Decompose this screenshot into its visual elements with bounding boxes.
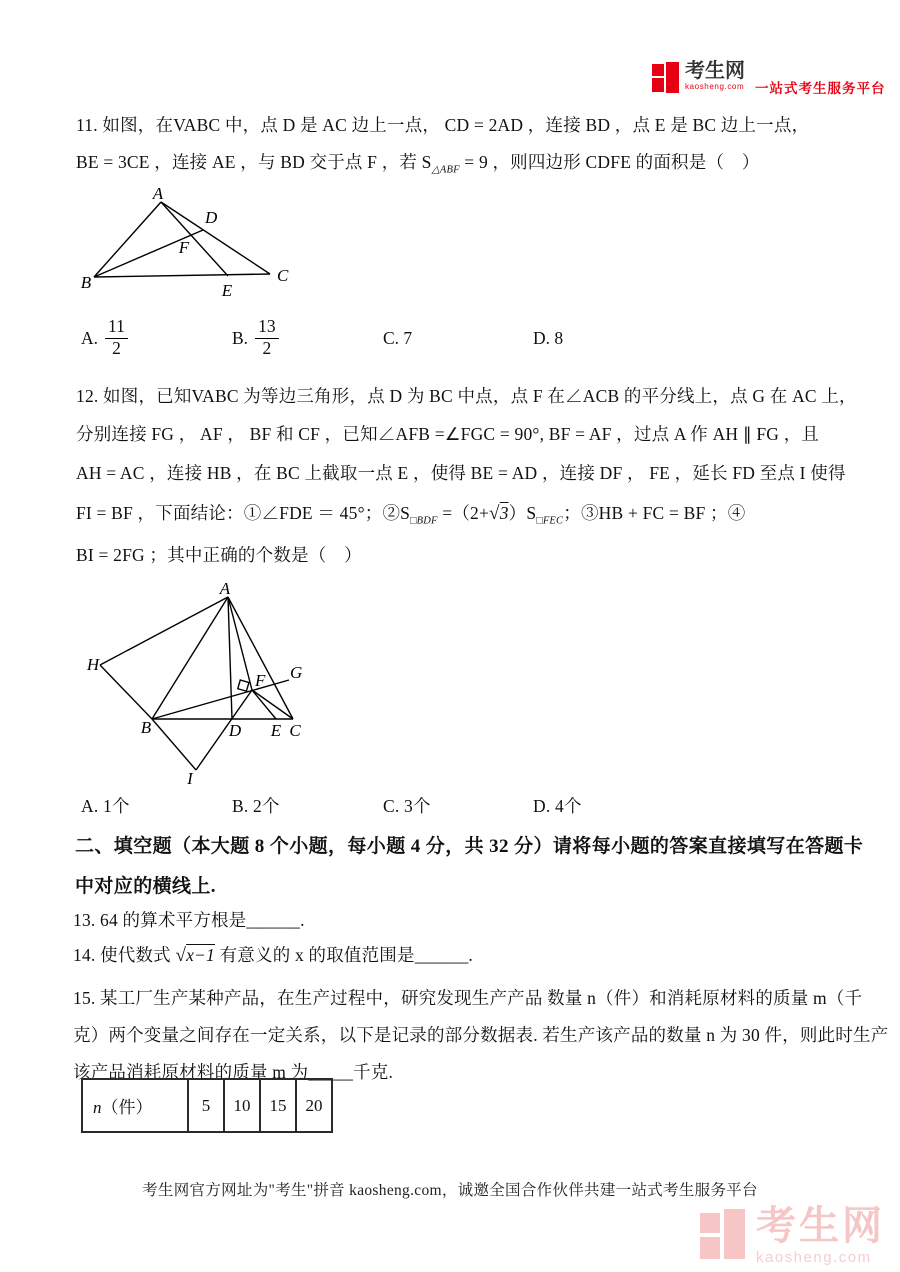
fraction-denominator: 2	[262, 338, 272, 358]
table-cell: 15	[260, 1079, 296, 1132]
q11-option-a-label: A.	[81, 327, 99, 348]
q15-line2: 克）两个变量之间存在一定关系，以下是记录的部分数据表. 若生产该产品的数量 n 为 30 件，则此时生产	[73, 1025, 889, 1045]
q11-line1: 11. 如图，在VABC 中，点 D 是 AC 边上一点， CD = 2AD ，连接 BD ，点 E 是 BC 边上一点，	[76, 115, 810, 135]
q12-option-b: B. 2个	[232, 796, 280, 816]
section2-header-line1: 二、填空题（本大题 8 个小题，每小题 4 分，共 32 分）请将每小题的答案直接填写在答题卡	[75, 836, 864, 857]
q11-option-c	[383, 315, 412, 361]
kaosheng-watermark	[700, 1206, 885, 1266]
page-footer: 考生网官方网址为"考生"拼音 kaosheng.com，诚邀全国合作伙伴共建一站式考生服务平台	[142, 1182, 758, 1199]
fig2-label-h: H	[86, 655, 100, 674]
fig2-label-a: A	[219, 583, 231, 598]
q12-line3: AH = AC ，连接 HB ，在 BC 上截取一点 E ，使得 BE = AD ，连接 DF ， FE ，延长 FD 至点 I 使得	[76, 463, 846, 483]
q11-triangle-figure	[75, 188, 300, 303]
q14-radicand: x−1	[186, 945, 216, 965]
fig1-label-b: B	[80, 273, 92, 292]
q12-line4-p4: ；③HB + FC = BF ；④	[563, 503, 746, 523]
fraction-numerator: 13	[255, 317, 279, 339]
fig1-label-a: A	[152, 188, 164, 203]
q14-text	[73, 942, 473, 967]
fig2-label-b: B	[140, 718, 152, 737]
q11-subscript-abf: △ABF	[431, 164, 460, 176]
fig1-label-e: E	[221, 281, 233, 300]
q12-subscript-fec: □FEC	[536, 515, 564, 527]
table-cell: 10	[224, 1079, 260, 1132]
q11-option-b	[232, 315, 279, 361]
logo-text	[685, 61, 745, 91]
q11-option-d	[533, 315, 563, 361]
q11-line2-p1: BE = 3CE ，连接 AE ，与 BD 交于点 F ，若 S	[76, 152, 432, 172]
q11-line2	[76, 149, 760, 176]
q11-option-c-text: C. 7	[383, 327, 413, 348]
table-var-n: n	[93, 1098, 102, 1117]
q12-sqrt-3: 3	[499, 503, 509, 523]
q12-triangle-figure	[85, 583, 305, 788]
q12-option-d: D. 4个	[533, 796, 582, 816]
table-row	[82, 1079, 332, 1132]
fig2-label-d: D	[228, 721, 242, 740]
q12-line4-p1: FI = BF ，下面结论：①∠FDE ＝ 45°；②S	[76, 503, 411, 523]
fig2-label-f: F	[255, 671, 266, 690]
fig1-label-d: D	[205, 208, 218, 227]
q14-pre: 14. 使代数式	[73, 945, 176, 965]
q15-data-table	[81, 1078, 333, 1133]
brand-name: 考生网	[685, 60, 745, 82]
watermark-brand: 考生网	[756, 1204, 885, 1248]
q11-line2-p2: = 9 ，则四边形 CDFE 的面积是（ ）	[459, 152, 760, 172]
fig1-label-f: F	[178, 238, 190, 257]
q12-line1: 12. 如图，已知VABC 为等边三角形，点 D 为 BC 中点，点 F 在∠ACB 的平分线上，点 G 在 AC 上，	[76, 386, 857, 406]
q12-line4	[76, 500, 745, 527]
q12-option-c: C. 3个	[383, 796, 431, 816]
q15-line3: 该产品消耗原材料的质量 m 为_____千克.	[73, 1062, 394, 1082]
q11-option-a-fraction	[105, 317, 128, 358]
kaosheng-watermark-icon	[700, 1209, 748, 1265]
q12-option-a: A. 1个	[81, 796, 130, 816]
section2-header-line2: 中对应的横线上.	[75, 876, 216, 897]
q12-line4-p3: ）S	[508, 503, 537, 523]
kaosheng-logo	[652, 61, 886, 97]
brand-tagline: 一站式考生服务平台	[755, 81, 886, 96]
q14-post: 有意义的 x 的取值范围是______.	[215, 945, 473, 965]
table-unit: （件）	[101, 1098, 153, 1117]
q11-option-b-fraction	[255, 317, 279, 358]
fraction-numerator: 11	[105, 317, 128, 339]
watermark-text	[756, 1206, 885, 1266]
fig2-label-c: C	[289, 721, 301, 740]
fig1-label-c: C	[277, 266, 289, 285]
fraction-denominator: 2	[112, 338, 121, 358]
q11-option-a	[81, 315, 128, 361]
sqrt-symbol: √	[489, 503, 500, 524]
q13-text: 13. 64 的算术平方根是______.	[73, 910, 305, 930]
sqrt-symbol: √	[175, 945, 187, 966]
kaosheng-logo-icon	[652, 61, 681, 95]
q12-line4-p2: =（2+	[437, 503, 490, 523]
q12-subscript-bdf: □BDF	[410, 515, 438, 527]
q12-line5: BI = 2FG ；其中正确的个数是（ ）	[76, 545, 362, 565]
table-cell: 5	[188, 1079, 224, 1132]
table-cell: 20	[296, 1079, 332, 1132]
watermark-domain: kaosheng.com	[756, 1249, 872, 1266]
table-header-cell	[82, 1079, 188, 1132]
q12-line2: 分别连接 FG ， AF ， BF 和 CF ，已知∠AFB =∠FGC = 90°, BF = AF ，过点 A 作 AH ∥ FG ，且	[76, 424, 820, 444]
fig2-label-i: I	[187, 769, 193, 788]
fig2-label-g: G	[290, 663, 303, 682]
q15-line1: 15. 某工厂生产某种产品，在生产过程中，研究发现生产产品 数量 n（件）和消耗原材料的质量 m（千	[73, 988, 863, 1008]
fig2-label-e: E	[270, 721, 282, 740]
q11-option-d-text: D. 8	[533, 327, 564, 348]
brand-domain: kaosheng.com	[685, 82, 745, 91]
q11-option-b-label: B.	[232, 327, 249, 348]
